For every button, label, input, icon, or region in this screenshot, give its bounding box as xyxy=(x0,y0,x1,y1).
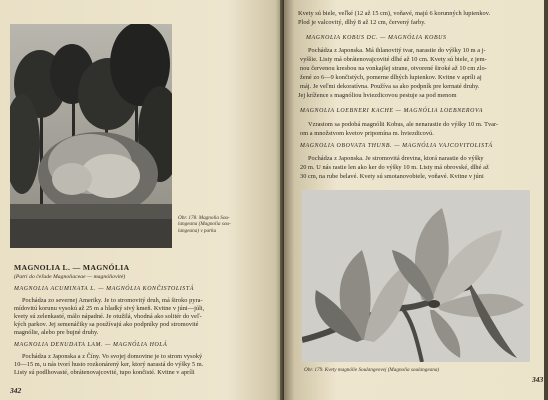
text-line: Kvety sú biele, veľké (12 až 15 cm), voňavé, majú 6 korunných lupienkov. xyxy=(298,10,491,17)
magnolia-flower-photo xyxy=(302,190,530,362)
magnolia-flower-image xyxy=(302,190,530,362)
park-photo-caption xyxy=(178,215,274,234)
text-line: Jej krížence s magnóliou hviezdicovou pestuje sa pod menom xyxy=(298,92,457,99)
text-line: kých parkov. Jej semenáčiky sa používajú ako podpníky pod stromovité xyxy=(14,321,199,328)
page-number-right: 343 xyxy=(532,375,544,384)
text-line: žené zo 6—9 končistých, pomerne dlhých lupienkov. Kvitne v apríli aj xyxy=(300,74,482,81)
caption-line: langeana (Magnolia sou- xyxy=(178,221,231,228)
text-line: Pochádza z Japonska a z Číny. Vo svojej domovine je to strom vysoký xyxy=(22,353,203,360)
text-line: Pochádza z Japonska. Má ihlanovitý tvar, narastie do výšky 10 m a j- xyxy=(308,47,486,54)
book-edge xyxy=(544,0,548,400)
text-line: 10—15 m, u nás tvorí husto rozkonárený ker, ktorý narastá do výšky 5 m. xyxy=(14,361,204,368)
page-number-left: 342 xyxy=(10,386,22,395)
genus-heading: MAGNOLIA L. — MAGNÓLIA xyxy=(14,263,130,272)
text-line: Pochádza zo severnej Ameriky. Je to stromovitý druh, má široko pyra- xyxy=(22,297,203,304)
text-line: nou červenou kresbou na vonkajšej strane, otvorené široké až 10 cm zlo- xyxy=(300,65,487,72)
caption-line: Obr. 178. Magnolia Sou- xyxy=(178,215,230,221)
park-photo-image xyxy=(10,24,172,248)
flower-photo-caption: Obr. 179. Kvety magnólie Soulangeovej (Magnolia soulangeana) xyxy=(304,367,440,373)
species-heading-obovata: MAGNOLIA OBOVATA THUNB. — MAGNÓLIA VAJCOVITOLISTÁ xyxy=(300,143,493,149)
species-heading-kobus: MAGNOLIA KOBUS DC. — MAGNÓLIA KOBUS xyxy=(306,35,447,41)
text-line: 20 m. U nás rastie len ako ker do výšky 10 m. Listy má obrovské, dlhé až xyxy=(300,164,489,171)
park-photo xyxy=(10,24,172,248)
caption-line: langeana) v parku xyxy=(178,227,217,234)
text-line: kvety sú zelenkasté, málo nápadné. Je otužilá, vhodná ako solitér do veľ- xyxy=(14,313,202,320)
text-line: 30 cm, na rube belavé. Kvety sú smotanovobiele, voňavé. Kvitne v júni xyxy=(300,173,484,180)
text-line: om a množstvom kvetov pripomína m. hviezdicovú. xyxy=(300,130,434,137)
text-line: vyššie. Listy má obrátenovajcovité dlhé až 10 cm. Kvety sú biele, z jem- xyxy=(300,56,487,63)
species-heading-loebneri: MAGNOLIA LOEBNERI KACHE — MAGNÓLIA LOEBNEROVA xyxy=(300,108,483,114)
species-heading-acuminata: MAGNOLIA ACUMINATA L. — MAGNÓLIA KONČISTOLISTÁ xyxy=(14,286,194,292)
text-line: Pochádza z Japonska. Je stromovitá drevina, ktorá narastie do výšky xyxy=(308,155,484,162)
text-line: magnólie, alebo pre bujné druhy. xyxy=(14,329,99,336)
text-line: mídovitú korunu vysokú až 25 m a hladký sivý kmeň. Kvitne v júni—júli, xyxy=(14,305,205,312)
text-line: máj. Je veľmi dekoratívna. Používa sa ako podpník pre kernaté druhy. xyxy=(300,83,480,90)
genus-family-note: (Patri do čeľade Magnoliaceae — magnóliovité) xyxy=(14,274,126,280)
species-heading-denudata: MAGNOLIA DENUDATA LAM. — MAGNÓLIA HOLÁ xyxy=(14,342,168,348)
text-line: Vzrastom sa podobá magnólii Kobus, ale nenarastie do výšky 10 m. Tvar- xyxy=(308,121,499,128)
text-line: Listy sú podlhovasté, obrátenovajcovité, tupo končisté. Kvitne v apríli xyxy=(14,369,195,376)
right-page xyxy=(284,0,548,400)
text-line: Plod je valcovitý, dlhý 8 až 12 cm, červený farby. xyxy=(298,19,426,26)
